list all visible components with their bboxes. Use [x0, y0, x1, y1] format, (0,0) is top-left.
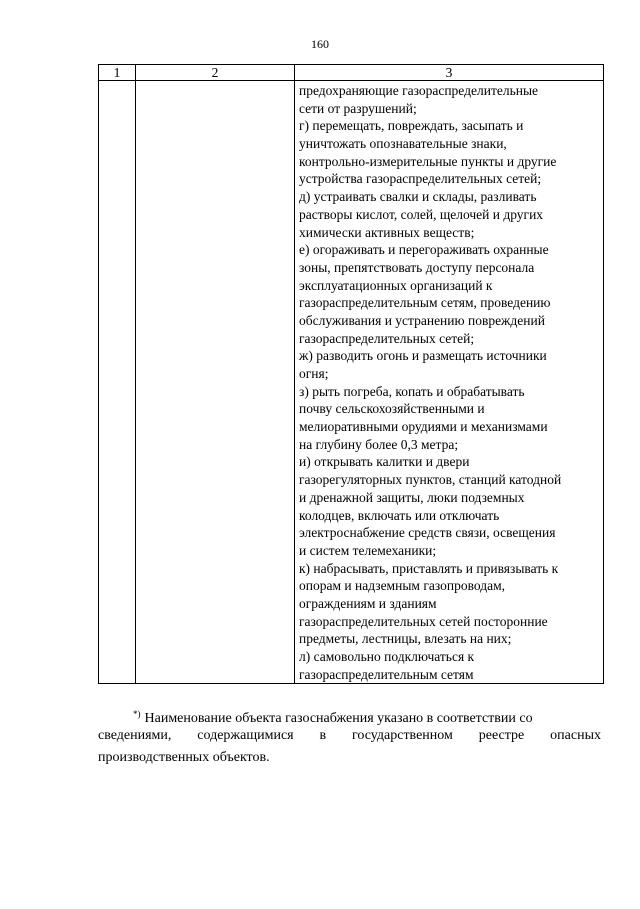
content-table — [98, 64, 604, 684]
list-line: эксплуатационных организаций к — [299, 277, 493, 293]
list-line: е) огораживать и перегораживать охранные — [299, 242, 549, 258]
column-header-2: 2 — [136, 65, 295, 81]
page-number: 160 — [311, 37, 329, 51]
footnote-word: реестре — [478, 728, 525, 743]
list-line: газораспределительным сетям — [299, 666, 474, 682]
list-line: газораспределительных сетей посторонние — [299, 613, 548, 629]
footnote-line-1 — [98, 703, 601, 725]
table-row — [99, 81, 604, 684]
list-line: электроснабжение средств связи, освещения — [299, 525, 556, 541]
footnote-word: содержащимися — [197, 728, 294, 743]
list-line: л) самовольно подключаться к — [299, 649, 475, 664]
list-line: уничтожать опознавательные знаки, — [299, 136, 507, 152]
footnote-word: сведениями, — [98, 728, 172, 743]
list-line: газораспределительным сетям, проведению — [299, 295, 551, 311]
list-line: зоны, препятствовать доступу персонала — [299, 259, 535, 275]
footnote-text-1: Наименование объекта газоснабжения указано в соответствии со — [144, 711, 533, 726]
list-line: сети от разрушений; — [299, 100, 417, 116]
prohibitions-list — [295, 81, 603, 683]
list-line: д) устраивать свалки и склады, разливать — [299, 189, 537, 205]
list-line: предохраняющие газораспределительные — [299, 83, 539, 98]
footnote-word: опасных — [550, 728, 601, 743]
column-header-1: 1 — [99, 65, 136, 81]
table-cell-col1 — [99, 81, 136, 684]
table-cell-col2 — [136, 81, 295, 684]
list-line: колодцев, включать или отключать — [299, 507, 500, 523]
list-line: опорам и надземным газопроводам, — [299, 578, 505, 594]
footnote-word: в — [319, 728, 327, 743]
list-line: предметы, лестницы, влезать на них; — [299, 631, 512, 647]
list-line: газораспределительных сетей; — [299, 330, 475, 346]
footnote-marker: *) — [133, 709, 141, 719]
list-line: устройства газораспределительных сетей; — [299, 171, 542, 187]
list-line: огня; — [299, 366, 329, 381]
footnote — [98, 703, 601, 769]
list-line: контрольно-измерительные пункты и другие — [299, 153, 557, 169]
footnote-line-2 — [98, 725, 601, 747]
footnote-word: государственном — [352, 728, 453, 743]
list-line: газорегуляторных пунктов, станций катодной — [299, 472, 562, 488]
list-line: ограждениям и зданиям — [299, 595, 437, 611]
list-line: химически активных веществ; — [299, 224, 475, 240]
table-cell-col3 — [295, 81, 604, 684]
list-line: обслуживания и устранению повреждений — [299, 312, 545, 328]
list-line: ж) разводить огонь и размещать источники — [299, 348, 547, 364]
list-line: и систем телемеханики; — [299, 542, 437, 558]
list-line: на глубину более 0,3 метра; — [299, 436, 459, 452]
list-line: з) рыть погреба, копать и обрабатывать — [299, 383, 525, 399]
table-header-row — [99, 65, 604, 81]
list-line: к) набрасывать, приставлять и привязывать к — [299, 560, 559, 576]
list-line: и) открывать калитки и двери — [299, 454, 470, 470]
list-line: г) перемещать, повреждать, засыпать и — [299, 118, 524, 134]
list-line: почву сельскохозяйственными и — [299, 401, 485, 417]
list-line: растворы кислот, солей, щелочей и других — [299, 206, 544, 222]
footnote-line-3: производственных объектов. — [98, 750, 270, 765]
list-line: и дренажной защиты, люки подземных — [299, 489, 525, 505]
column-header-3: 3 — [295, 65, 604, 81]
list-line: мелиоративными орудиями и механизмами — [299, 419, 548, 435]
